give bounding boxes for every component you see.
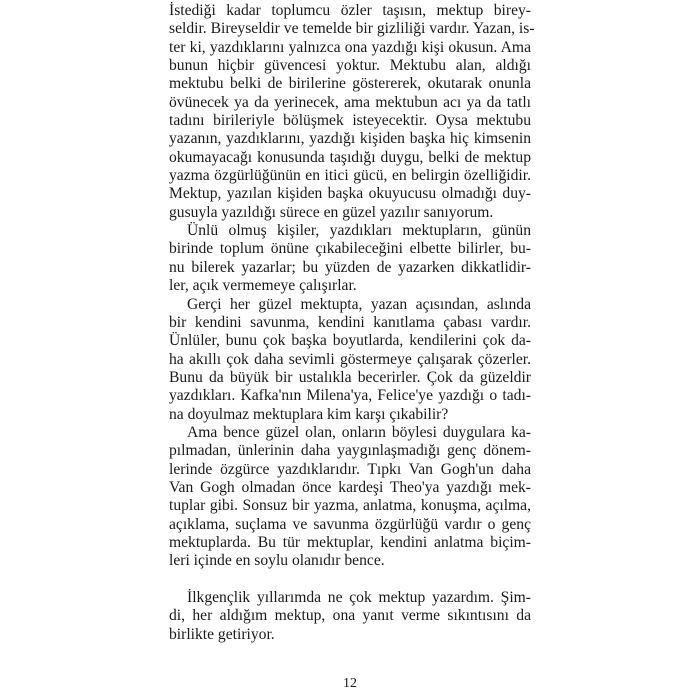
text-line: birlikte getiriyor. xyxy=(169,625,275,643)
text-line: ler, açık vermemeye çalışırlar. xyxy=(169,277,357,295)
text-line: yazdıkları. Kafka'nın Milena'ya, Felice'ye yazdığı o tadı- xyxy=(169,387,531,405)
text-line: ter ki, yazdıklarını yalnızca ona yazdığı kişi okusun. Ama xyxy=(169,38,531,56)
text-line: övünecek ya da yerinecek, ama mektubun acı ya da tatlı xyxy=(169,93,531,111)
text-line: bir kendini savunma, kendini kanıtlama çabası vardır. xyxy=(169,313,531,331)
text-line: na doyulmaz mektuplara kim karşı çıkabilir? xyxy=(169,405,449,423)
text-line: di, her aldığım mektup, ona yanıt verme sıkıntısını da xyxy=(169,607,531,625)
paragraph-gap xyxy=(169,571,531,589)
text-line: tadını birileriyle bölüşmek isteyecektir. Oysa mektubu xyxy=(169,112,531,130)
text-line: Gerçi her güzel mektupta, yazan açısından, aslında xyxy=(187,295,531,313)
text-line: birinde toplum önüne çıkabileceğini elbette bilirler, bu- xyxy=(169,240,531,258)
text-line: lerinde özgürce yazdıklarıdır. Tıpkı Van Gogh'un daha xyxy=(169,460,531,478)
text-line: yazma özgürlüğünün en itici gücü, en belirgin özelliğidir. xyxy=(169,167,531,185)
text-line: Bunu da büyük bir ustalıkla becerirler. Çok da güzeldir xyxy=(169,368,531,386)
text-line: Ünlüler, bunu çok başka boyutlarda, kendilerini çok da- xyxy=(169,332,531,350)
text-line: gusuyla yazıldığı sürece en güzel yazılır sanıyorum. xyxy=(169,203,494,221)
text-line: okumayacağı konusunda taşıdığı duygu, belki de mektup xyxy=(169,148,531,166)
text-line: ha akıllı çok daha sevimli göstermeye çalışarak çözerler. xyxy=(169,350,531,368)
text-line: Ama bence güzel olan, onların böylesi duygulara ka- xyxy=(187,423,531,441)
text-line: İlkgençlik yıllarımda ne çok mektup yazardım. Şim- xyxy=(187,589,531,606)
body-text xyxy=(169,2,535,644)
text-line: Ünlü olmuş kişiler, yazdıkları mektupların, günün xyxy=(187,222,531,240)
text-line: mektubu belki de birilerine göstererek, okutarak onunla xyxy=(169,75,531,93)
text-line: tuplar gibi. Sonsuz bir yazma, anlatma, konuşma, açılma, xyxy=(169,497,531,515)
page-number: 12 xyxy=(343,676,357,691)
text-line: açıklama, suçlama ve savunma özgürlüğü vardır o genç xyxy=(169,515,531,533)
text-line: nu bilerek yazarlar; bu yüzden de yazarken dikkatlidir- xyxy=(169,258,531,276)
text-line: seldir. Bireyseldir ve temelde bir gizliliği vardır. Yazan, is- xyxy=(169,20,535,38)
text-line: mektuplarda. Bu tür mektuplar, kendini anlatma biçim- xyxy=(169,533,531,551)
text-line: bunun hiçbir güvencesi yoktur. Mektubu alan, aldığı xyxy=(169,57,531,75)
text-line: pılmadan, ünlerinin daha yaygınlaşmadığı genç dönem- xyxy=(169,442,531,460)
text-line: İstediği kadar toplumcu özler taşısın, mektup birey- xyxy=(169,2,531,19)
text-line: yazanın, yazdıklarını, yazdığı kişiden başka hiç kimsenin xyxy=(169,130,531,148)
text-line: leri içinde en soylu olanıdır bence. xyxy=(169,552,385,570)
text-line: Mektup, yazılan kişiden başka okuyucusu olmadığı duy- xyxy=(169,185,531,203)
text-line: Van Gogh olmadan önce kardeşi Theo'ya yazdığı mek- xyxy=(169,478,531,496)
